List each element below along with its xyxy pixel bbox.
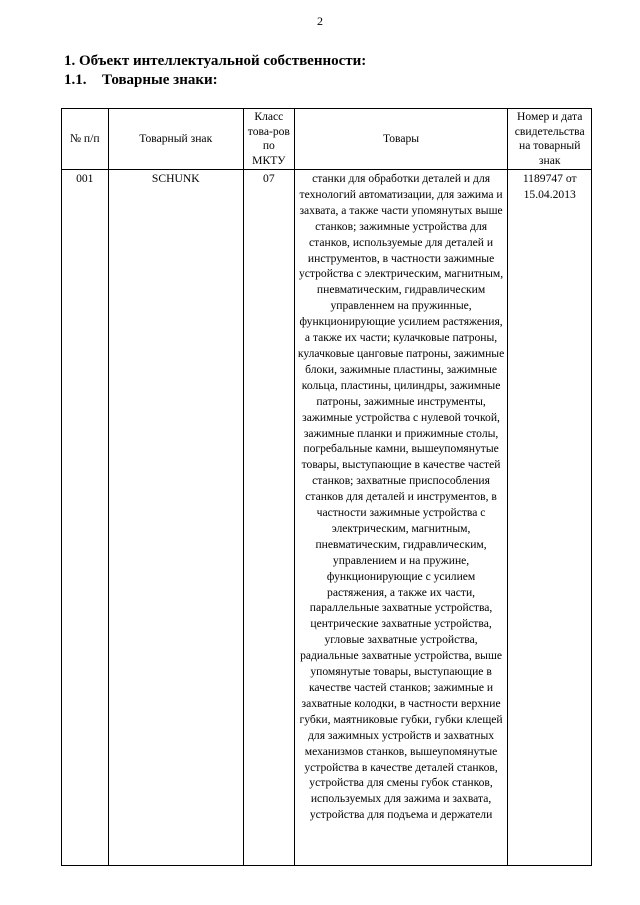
cell-num: 001 <box>62 170 109 866</box>
cell-goods: станки для обработки деталей и для технологий автоматизации, для зажима и захвата, а также части упомянутых выше станков; зажимные устройства для станков, используемые для деталей и инструментов, в частности зажимные устройства с электрическим, магнитным, пневматическим, гидравлическим управленнем на пружинные, функционирующие усилием растяжения, а также их части; кулачковые патроны, кулачковые цанговые патроны, зажимные блоки, зажимные пластины, зажимные кольца, пластины, цилиндры, зажимные патроны, зажимные инструменты, зажимные устройства с нулевой точкой, зажимные планки и прижимные столы, погребальные камни, вышеупомянутые товары, выступающие в качестве частей станков; захватные приспособления станков для деталей и инструментов, в частности зажимные устройства с электрическим, магнитным, пневматическим, гидравлическим, управлением и на пружине, функционирующие с усилием растяжения, а также их части, параллельные захватные устройства, центрические захватные устройства, угловые захватные устройства, радиальные захватные устройства, выше упомянутые товары, выступающие в качестве частей станков; зажимные и захватные колодки, в частности верхние губки, маятниковые губки, губки клещей для зажимных устройств и захватных механизмов станков, вышеупомянутые устройства в качестве деталей станков, устройства для смены губок станков, используемых для зажима и захвата, устройства для подъема и держатели <box>294 170 508 866</box>
cell-class: 07 <box>243 170 294 866</box>
header-certificate: Номер и дата свидетельства на товарный знак <box>508 109 592 170</box>
subsection-title: Товарные знаки: <box>102 72 218 88</box>
header-goods: Товары <box>294 109 508 170</box>
header-trademark: Товарный знак <box>108 109 243 170</box>
cell-trademark: SCHUNK <box>108 170 243 866</box>
subsection-number: 1.1. <box>64 72 87 88</box>
section-heading: 1. Объект интеллектуальной собственности: <box>64 53 367 69</box>
subsection-heading <box>64 72 218 89</box>
header-class: Класс това-ров по МКТУ <box>243 109 294 170</box>
header-num: № п/п <box>62 109 109 170</box>
table-header-row <box>62 109 592 170</box>
table-row <box>62 170 592 866</box>
cell-certificate: 1189747 от 15.04.2013 <box>508 170 592 866</box>
page-number: 2 <box>317 14 323 28</box>
trademarks-table <box>61 108 592 866</box>
